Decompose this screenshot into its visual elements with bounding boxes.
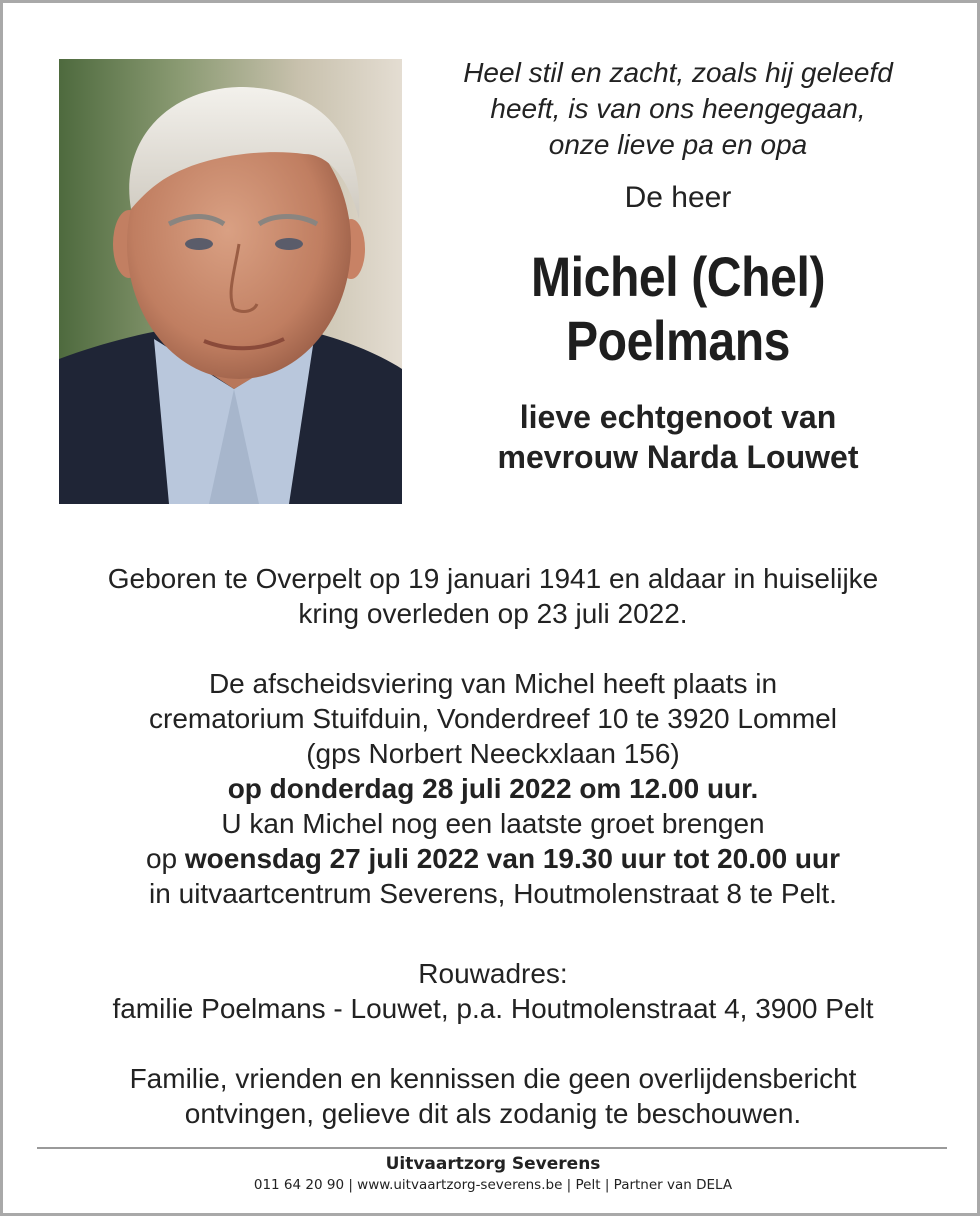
salutation: De heer — [624, 181, 732, 214]
deceased-name — [459, 245, 898, 373]
visitation-prefix: op — [145, 843, 178, 874]
paragraph-line: crematorium Stuifduin, Vonderdreef 10 te 3920 Lommel — [149, 703, 837, 734]
funeral-company-name: Uitvaartzorg Severens — [385, 1154, 601, 1174]
header-column — [423, 55, 933, 477]
ceremony-datetime-text: op donderdag 28 juli 2022 om 12.00 uur. — [227, 773, 759, 804]
name-line: Poelmans — [565, 309, 791, 372]
visitation-datetime-text: woensdag 27 juli 2022 van 19.30 uur tot 20.00 uur — [184, 843, 841, 874]
spouse-line — [423, 397, 933, 477]
spouse-text: mevrouw Narda Louwet — [497, 439, 859, 475]
paragraph-line: U kan Michel nog een laatste groet brengen — [221, 808, 765, 839]
paragraph-line: (gps Norbert Neeckxlaan 156) — [306, 738, 680, 769]
spouse-text: lieve echtgenoot van — [519, 399, 837, 435]
verse-line: heeft, is van ons heengegaan, — [490, 93, 866, 124]
paragraph-line: Geboren te Overpelt op 19 januari 1941 en aldaar in huiselijke — [107, 563, 879, 594]
funeral-company-info: 011 64 20 90 | www.uitvaartzorg-severens.be | Pelt | Partner van DELA — [253, 1177, 733, 1193]
birth-death-paragraph — [33, 561, 953, 631]
verse-line: onze lieve pa en opa — [548, 129, 808, 160]
footer-divider — [37, 1147, 947, 1149]
notice-paragraph — [33, 1061, 953, 1131]
address-label: Rouwadres: — [418, 958, 568, 989]
portrait-photo — [59, 59, 402, 504]
verse-line: Heel stil en zacht, zoals hij geleefd — [463, 57, 893, 88]
paragraph-line: De afscheidsviering van Michel heeft plaats in — [208, 668, 778, 699]
name-line: Michel (Chel) — [530, 245, 826, 308]
paragraph-line: ontvingen, gelieve dit als zodanig te beschouwen. — [184, 1098, 802, 1129]
visitation-datetime — [33, 841, 953, 876]
ceremony-paragraph — [33, 666, 953, 911]
paragraph-line: kring overleden op 23 juli 2022. — [298, 598, 688, 629]
portrait-illustration — [59, 59, 402, 504]
address-line: familie Poelmans - Louwet, p.a. Houtmolenstraat 4, 3900 Pelt — [112, 993, 874, 1024]
verse — [423, 55, 933, 163]
mourning-address — [33, 956, 953, 1026]
paragraph-line: in uitvaartcentrum Severens, Houtmolenstraat 8 te Pelt. — [149, 878, 837, 909]
paragraph-line: Familie, vrienden en kennissen die geen overlijdensbericht — [129, 1063, 857, 1094]
ceremony-datetime — [33, 771, 953, 806]
